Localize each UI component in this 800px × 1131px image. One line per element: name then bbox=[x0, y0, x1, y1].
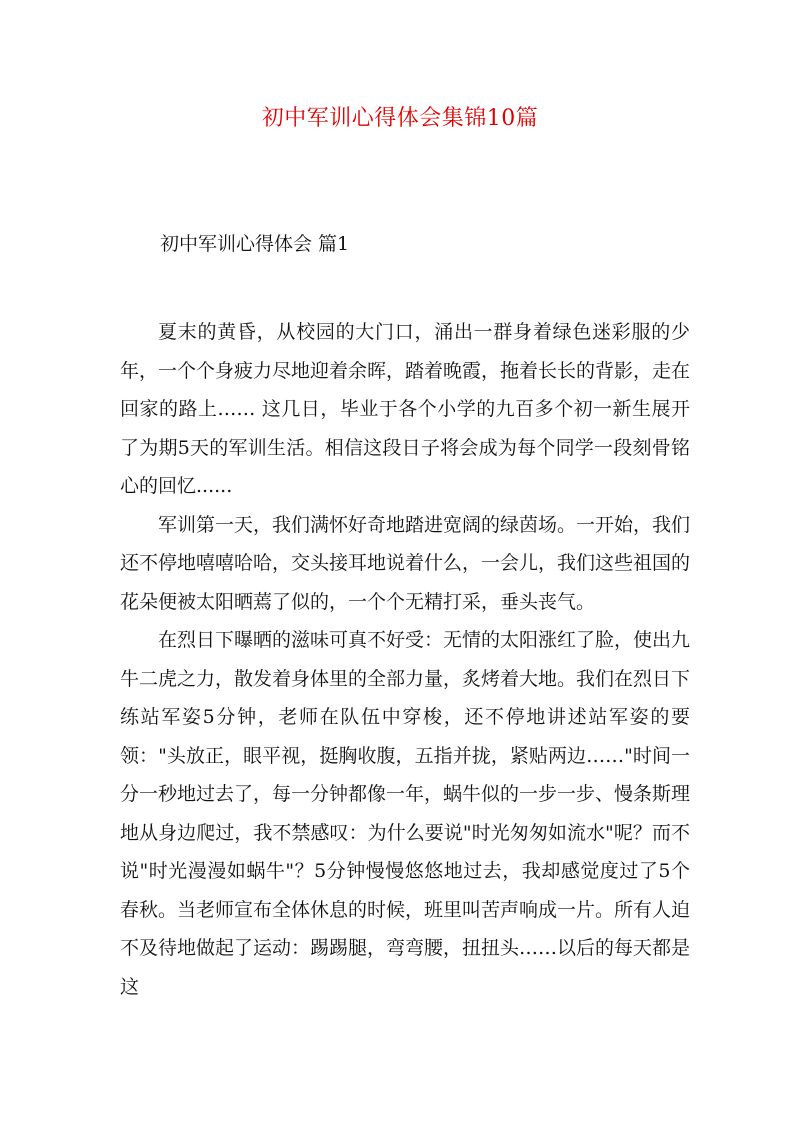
paragraph-1: 夏末的黄昏，从校园的大门口，涌出一群身着绿色迷彩服的少年，一个个身疲力尽地迎着余晖，踏着晚霞，拖着长长的背影，走在回家的路上…… 这几日，毕业于各个小学的九百多个初一新生展开了为期5天的军训生活。相信这段日子将会成为每个同学一段刻骨铭心的回忆...... bbox=[120, 321, 691, 497]
paragraph-2: 军训第一天，我们满怀好奇地踏进宽阔的绿茵场。一开始，我们还不停地嘻嘻哈哈，交头接耳地说着什么，一会儿，我们这些祖国的花朵便被太阳晒蔫了似的，一个个无精打采，垂头丧气。 bbox=[120, 513, 691, 613]
body-text bbox=[120, 313, 690, 1006]
section-heading: 初中军训心得体会 篇1 bbox=[160, 233, 350, 255]
document-title: 初中军训心得体会集锦10篇 bbox=[261, 106, 539, 131]
paragraph-3: 在烈日下曝晒的滋味可真不好受：无情的太阳涨红了脸，使出九牛二虎之力，散发着身体里的全部力量，炙烤着大地。我们在烈日下练站军姿5分钟，老师在队伍中穿梭，还不停地讲述站军姿的要领："头放正，眼平视，挺胸收腹，五指并拢，紧贴两边……"时间一分一秒地过去了，每一分钟都像一年，蜗牛似的一步一步、慢条斯理地从身边爬过，我不禁感叹：为什么要说"时光匆匆如流水"呢？而不说"时光漫漫如蜗牛"？5分钟慢慢悠悠地过去，我却感觉度过了5个春秋。当老师宣布全体休息的时候，班里叫苦声响成一片。所有人迫不及待地做起了运动：踢踢腿，弯弯腰，扭扭头……以后的每天都是这 bbox=[120, 629, 691, 998]
